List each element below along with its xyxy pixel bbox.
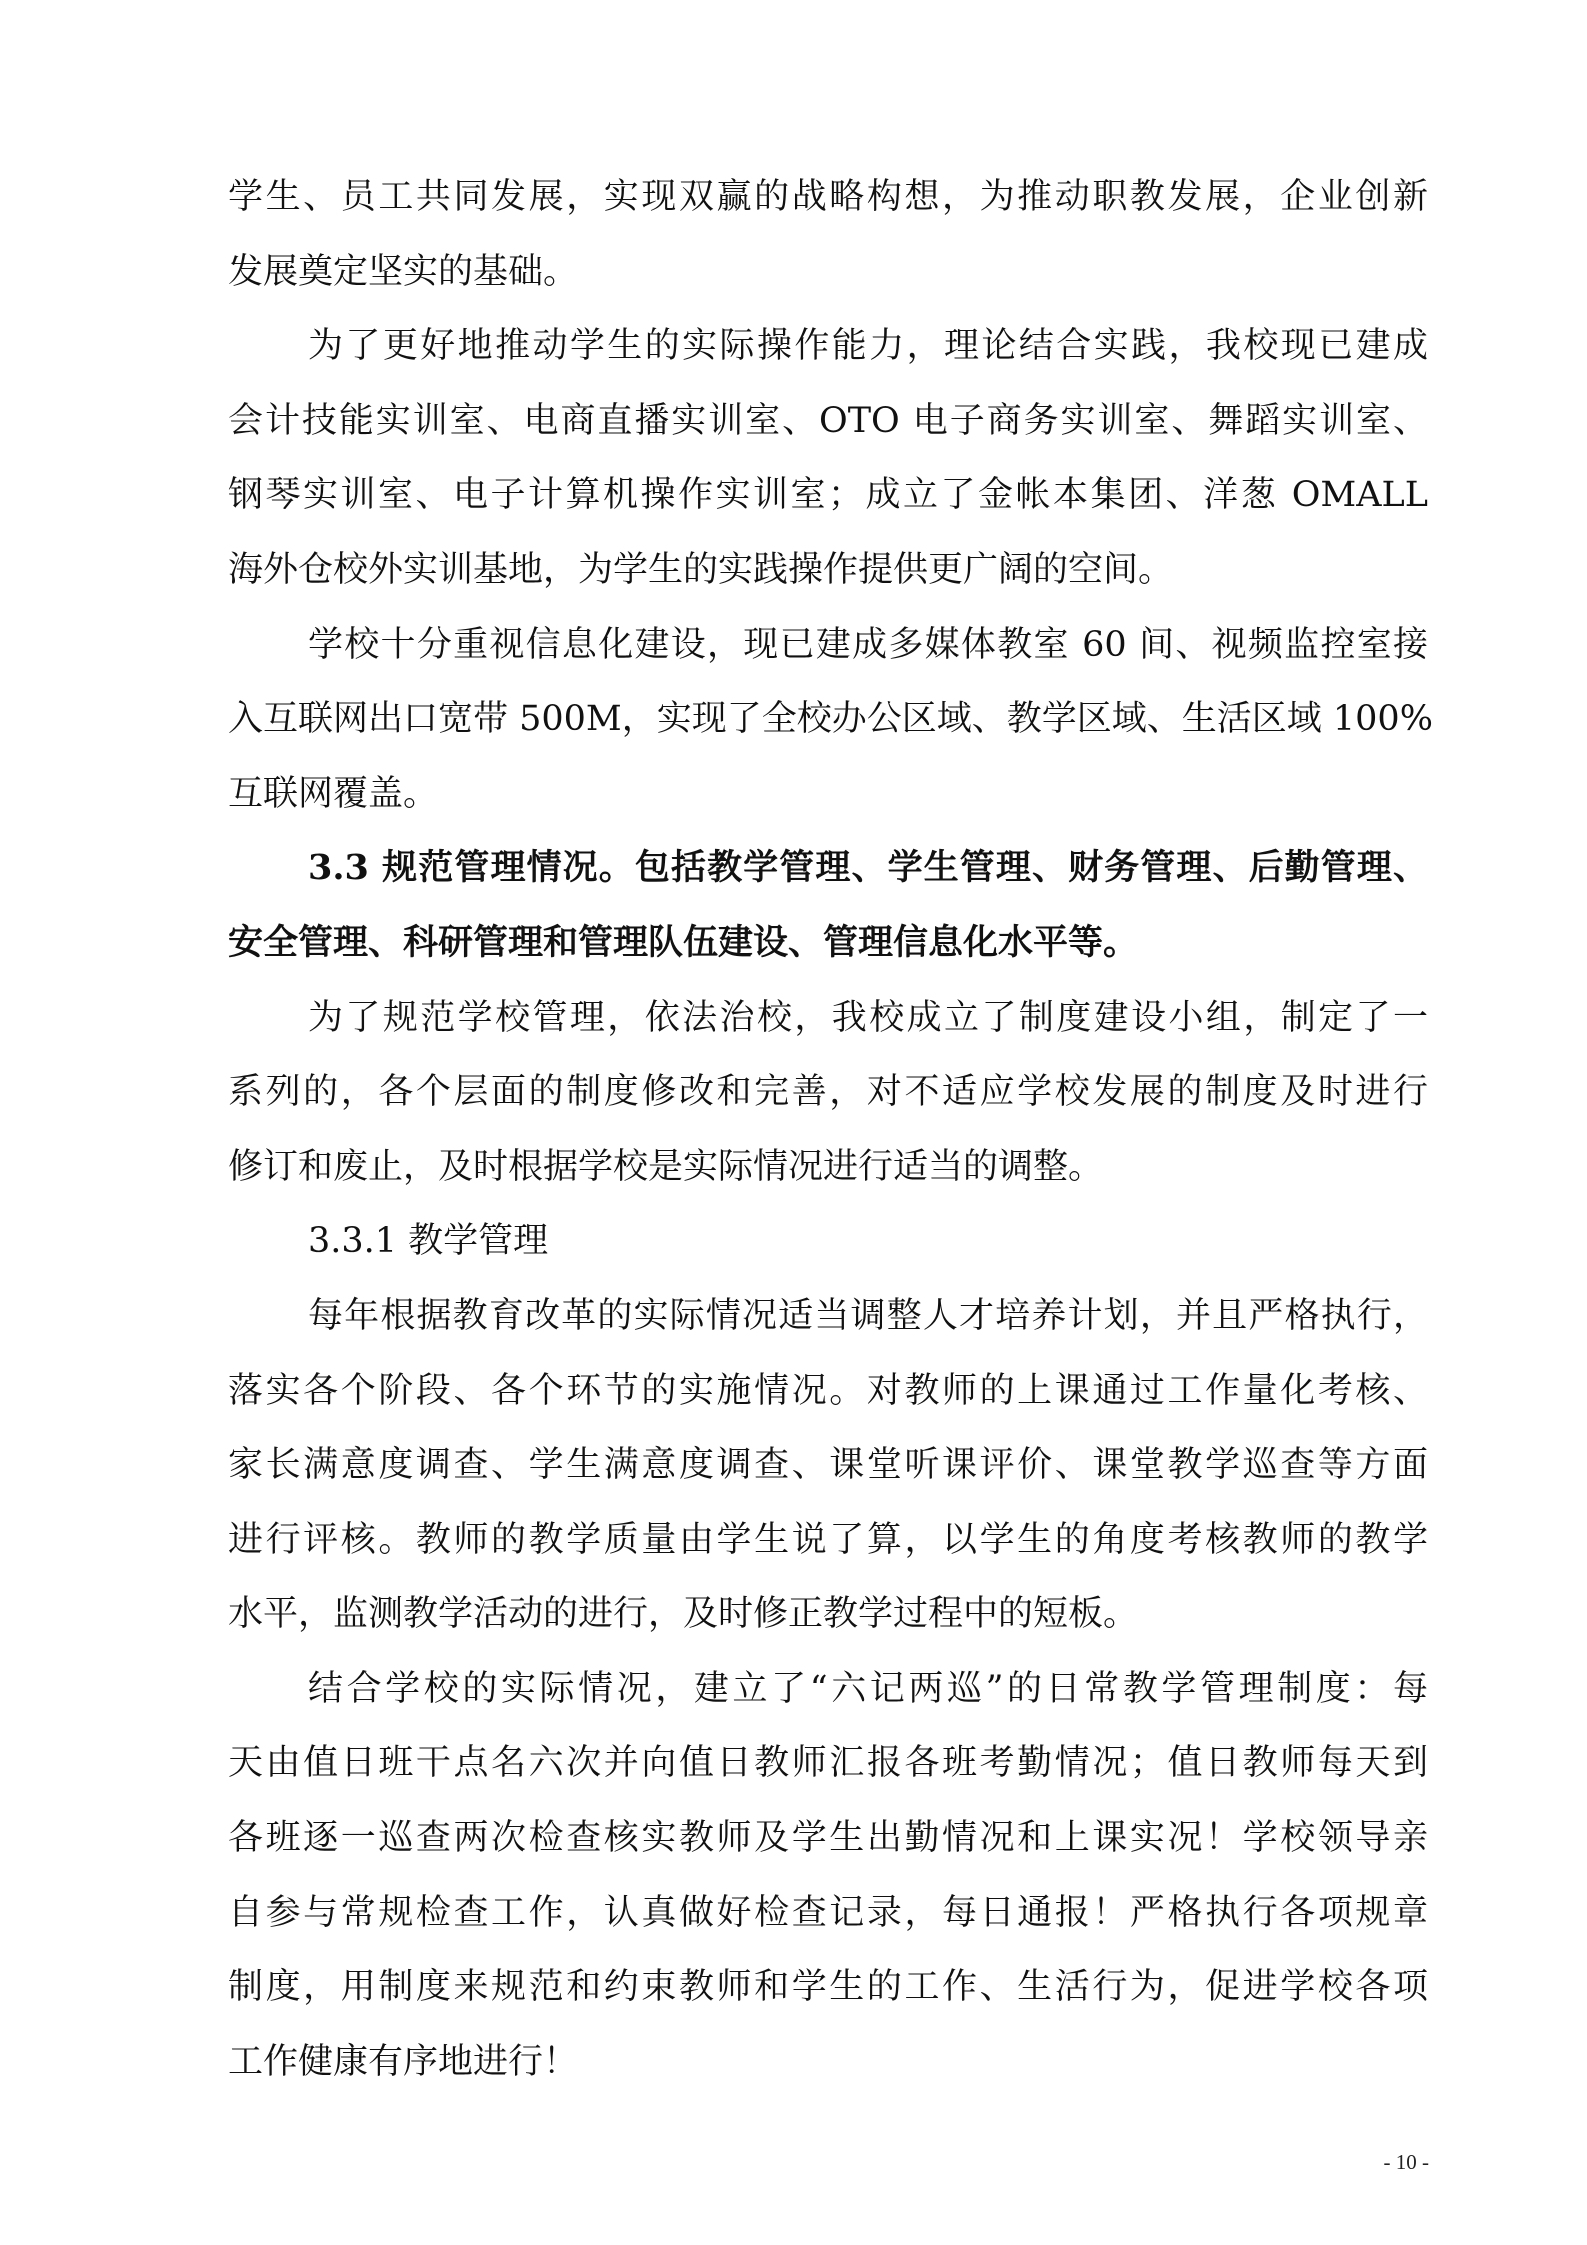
paragraph-line: 制度，用制度来规范和约束教师和学生的工作、生活行为，促进学校各项 <box>228 1967 1428 2008</box>
paragraph-line: 水平，监测教学活动的进行，及时修正教学过程中的短板。 <box>228 1594 1139 1635</box>
paragraph-line: 学校十分重视信息化建设，现已建成多媒体教室 60 间、视频监控室接 <box>308 624 1428 665</box>
paragraph-line: 家长满意度调查、学生满意度调查、课堂听课评价、课堂教学巡查等方面 <box>228 1445 1428 1486</box>
paragraph-line: 会计技能实训室、电商直播实训室、OTO 电子商务实训室、舞蹈实训室、 <box>228 400 1428 441</box>
paragraph-line: 落实各个阶段、各个环节的实施情况。对教师的上课通过工作量化考核、 <box>228 1370 1428 1411</box>
paragraph-line: 每年根据教育改革的实际情况适当调整人才培养计划，并且严格执行， <box>308 1295 1428 1336</box>
paragraph-line: 学生、员工共同发展，实现双赢的战略构想，为推动职教发展，企业创新 <box>228 177 1428 217</box>
paragraph-line: 结合学校的实际情况，建立了“六记两巡”的日常教学管理制度：每 <box>308 1668 1428 1709</box>
body-text <box>228 160 1433 2099</box>
paragraph-line: 进行评核。教师的教学质量由学生说了算，以学生的角度考核教师的教学 <box>228 1519 1428 1560</box>
paragraph-line: 发展奠定坚实的基础。 <box>228 251 579 292</box>
section-heading-line: 3.3 规范管理情况。包括教学管理、学生管理、财务管理、后勤管理、 <box>308 847 1428 889</box>
paragraph-line: 海外仓校外实训基地，为学生的实践操作提供更广阔的空间。 <box>228 549 1174 590</box>
paragraph-line: 工作健康有序地进行！ <box>228 2041 579 2082</box>
paragraph-line: 各班逐一巡查两次检查核实教师及学生出勤情况和上课实况！学校领导亲 <box>228 1818 1428 1859</box>
paragraph-line: 互联网覆盖。 <box>228 773 439 814</box>
paragraph-line: 自参与常规检查工作，认真做好检查记录，每日通报！严格执行各项规章 <box>228 1892 1428 1933</box>
paragraph-line: 为了规范学校管理，依法治校，我校成立了制度建设小组，制定了一 <box>308 997 1428 1038</box>
paragraph-line: 天由值日班干点名六次并向值日教师汇报各班考勤情况；值日教师每天到 <box>228 1743 1428 1784</box>
paragraph-line: 修订和废止，及时根据学校是实际情况进行适当的调整。 <box>228 1146 1104 1187</box>
paragraph-line: 系列的，各个层面的制度修改和完善，对不适应学校发展的制度及时进行 <box>228 1072 1428 1113</box>
paragraph-line: 入互联网出口宽带 500M，实现了全校办公区域、教学区域、生活区域 100% <box>228 699 1433 740</box>
paragraph-line: 3.3.1 教学管理 <box>308 1221 549 1262</box>
page-number: - 10 - <box>1383 2150 1429 2174</box>
paragraph-line: 为了更好地推动学生的实际操作能力，理论结合实践，我校现已建成 <box>308 326 1428 367</box>
section-heading-line: 安全管理、科研管理和管理队伍建设、管理信息化水平等。 <box>228 921 1139 963</box>
paragraph-line: 钢琴实训室、电子计算机操作实训室；成立了金帐本集团、洋葱 OMALL <box>228 475 1428 516</box>
